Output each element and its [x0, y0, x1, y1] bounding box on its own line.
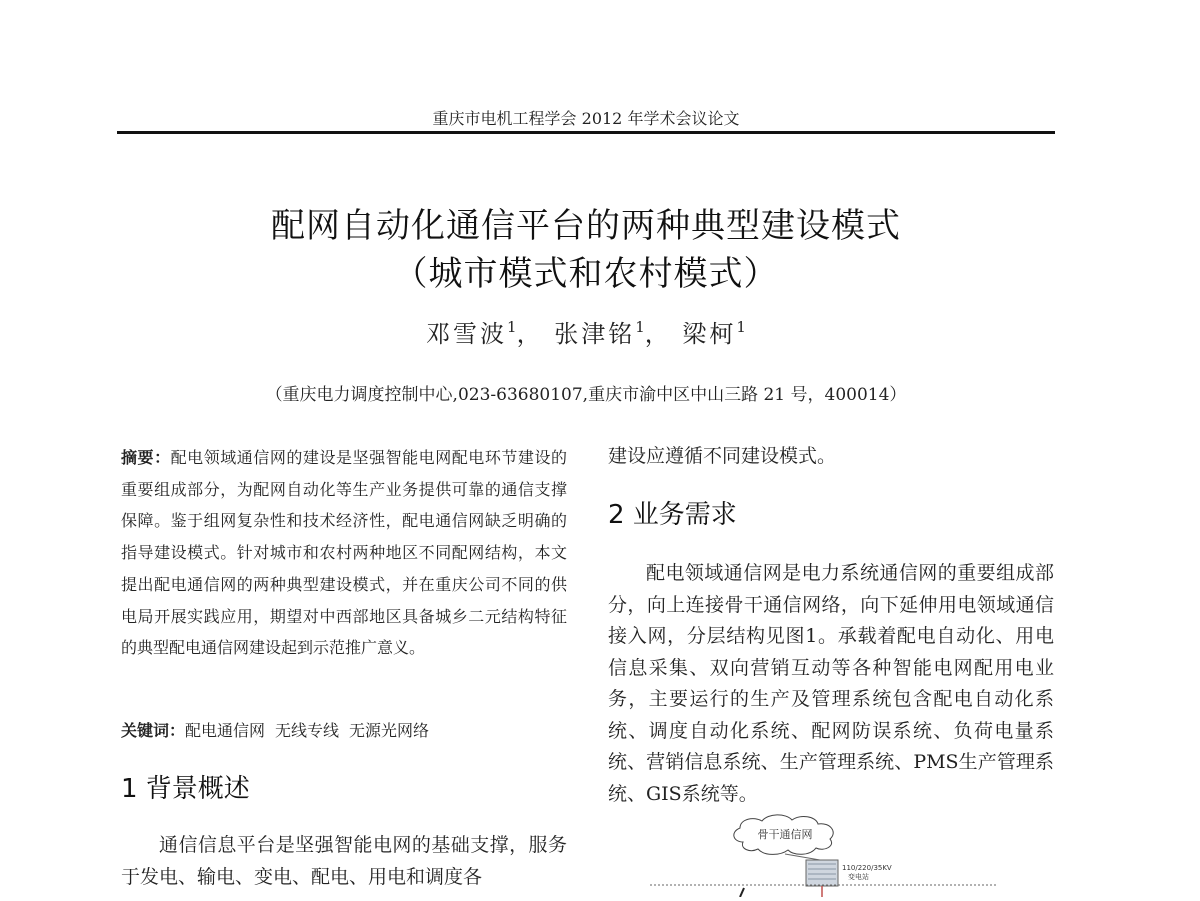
author-separator: ，: [516, 320, 544, 348]
author-name: 张津铭: [554, 320, 636, 348]
section-body: 通信信息平台是坚强智能电网的基础支撑，服务于发电、输电、变电、配电、用电和调度各: [121, 834, 567, 888]
author-list: [117, 314, 1055, 349]
author-affil-mark: 1: [736, 318, 746, 336]
header-rule: [117, 131, 1055, 134]
network-diagram: [648, 812, 1008, 897]
figure-1: [648, 812, 1008, 897]
link-stub: [740, 888, 744, 897]
running-header: 重庆市电机工程学会 2012 年学术会议论文: [432, 109, 740, 128]
author-name: 梁柯: [682, 320, 737, 348]
abstract: [121, 442, 567, 664]
keyword: 配电通信网: [185, 721, 266, 740]
cloud-label: 骨干通信网: [757, 828, 813, 841]
cloud-link: [785, 854, 820, 860]
substation-label: 变电站: [848, 873, 869, 881]
keywords: [121, 718, 567, 741]
paper-subtitle: （城市模式和农村模式）: [393, 254, 779, 294]
paragraph-continuation: 建设应遵循不同建设模式。: [608, 445, 837, 467]
paper-title: 配网自动化通信平台的两种典型建设模式: [271, 206, 901, 246]
keyword: 无线专线: [275, 721, 340, 740]
substation-voltage-label: 110/220/35KV: [842, 864, 892, 872]
affiliation: （重庆电力调度控制中心,023-63680107,重庆市渝中区中山三路 21 号，400014）: [265, 385, 907, 405]
author-name: 邓雪波: [426, 320, 508, 348]
section-body: 配电领域通信网是电力系统通信网的重要组成部分，向上连接骨干通信网络，向下延伸用电领域通信接入网，分层结构见图1。承载着配电自动化、用电信息采集、双向营销互动等各种智能电网配用电业务，主要运行的生产及管理系统包含配电自动化系统、调度自动化系统、配网防误系统、负荷电量系统、营销信息系统、生产管理系统、PMS生产管理系统、GIS系统等。: [608, 562, 1054, 805]
section-heading: 2 业务需求: [608, 500, 737, 530]
author-affil-mark: 1: [507, 318, 517, 336]
keyword: 无源光网络: [349, 721, 430, 740]
section-heading: 1 背景概述: [121, 774, 250, 804]
author-separator: ，: [644, 320, 672, 348]
abstract-text: 配电领域通信网的建设是坚强智能电网配电环节建设的重要组成部分，为配网自动化等生产业务提供可靠的通信支撑保障。鉴于组网复杂性和技术经济性，配电通信网缺乏明确的指导建设模式。针对城市和农村两种地区不同配网结构，本文提出配电通信网的两种典型建设模式，并在重庆公司不同的供电局开展实践应用，期望对中西部地区具备城乡二元结构特征的典型配电通信网建设起到示范推广意义。: [121, 448, 567, 658]
author-affil-mark: 1: [635, 318, 645, 336]
abstract-label: 摘要：: [121, 448, 171, 467]
keywords-label: 关键词：: [121, 721, 186, 740]
